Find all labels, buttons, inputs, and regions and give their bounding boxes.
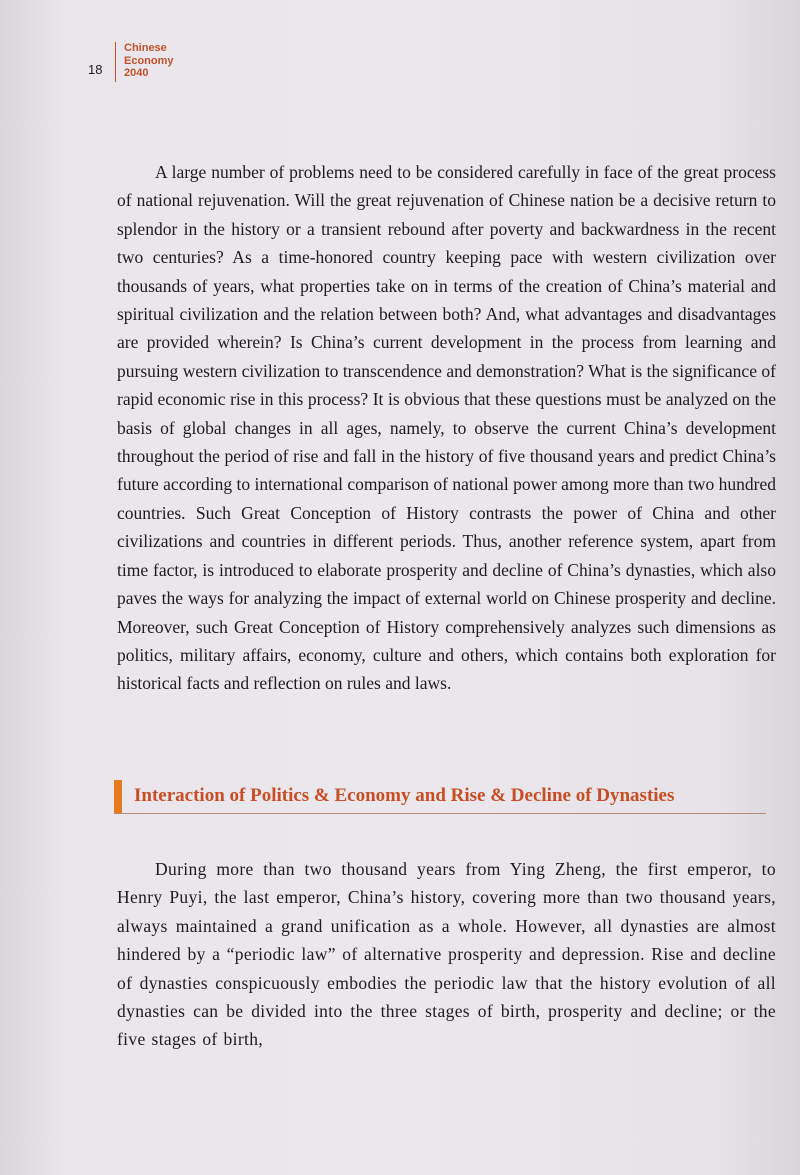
body-paragraph-2: During more than two thousand years from Ying Zheng, the first emperor, to Henry Puyi, the last emperor, China’s history, covering more than two thousand years, always maintained a grand unification as a whole. However, all dynasties are almost hindered by a “periodic law” of alternative prosperity and depression. Rise and decline of dynasties conspicuously embodies the periodic law that the history evolution of all dynasties can be divided into the three stages of birth, prosperity and decline; or the five stages of birth, (117, 859, 776, 1050)
section-underline (114, 813, 766, 814)
running-title-line-3: 2040 (124, 67, 149, 79)
running-title (124, 42, 174, 80)
running-title-line-1: Chinese (124, 42, 167, 54)
section-title: Interaction of Politics & Economy and Rise & Decline of Dynasties (134, 785, 675, 806)
page-number: 18 (88, 62, 103, 77)
header-divider (115, 42, 116, 82)
section-marker-bar (114, 780, 122, 813)
section-heading (114, 780, 766, 814)
running-title-line-2: Economy (124, 54, 174, 67)
body-paragraph-1: A large number of problems need to be considered carefully in face of the great process of national rejuvenation. Will the great rejuvenation of Chinese nation be a decisive return to splendor in the history or a transient rebound after poverty and backwardness in the recent two centuries? As a time-honored country keeping pace with western civilization over thousands of years, what properties take on in terms of the creation of China’s material and spiritual civilization and the relation between both? And, what advantages and disadvantages are provided wherein? Is China’s current development in the process from learning and pursuing western civilization to transcendence and demonstration? What is the significance of rapid economic rise in this process? It is obvious that these questions must be analyzed on the basis of global changes in all ages, namely, to observe the current China’s development throughout the period of rise and fall in the history of five thousand years and predict China’s future according to international comparison of national power among more than two hundred countries. Such Great Conception of History contrasts the power of China and other civilizations and countries in different periods. Thus, another reference system, apart from time factor, is introduced to elaborate prosperity and decline of China’s dynasties, which also paves the ways for analyzing the impact of external world on Chinese prosperity and decline. Moreover, such Great Conception of History comprehensively analyzes such dimensions as politics, military affairs, economy, culture and others, which contains both exploration for historical facts and reflection on rules and laws. (117, 162, 776, 694)
